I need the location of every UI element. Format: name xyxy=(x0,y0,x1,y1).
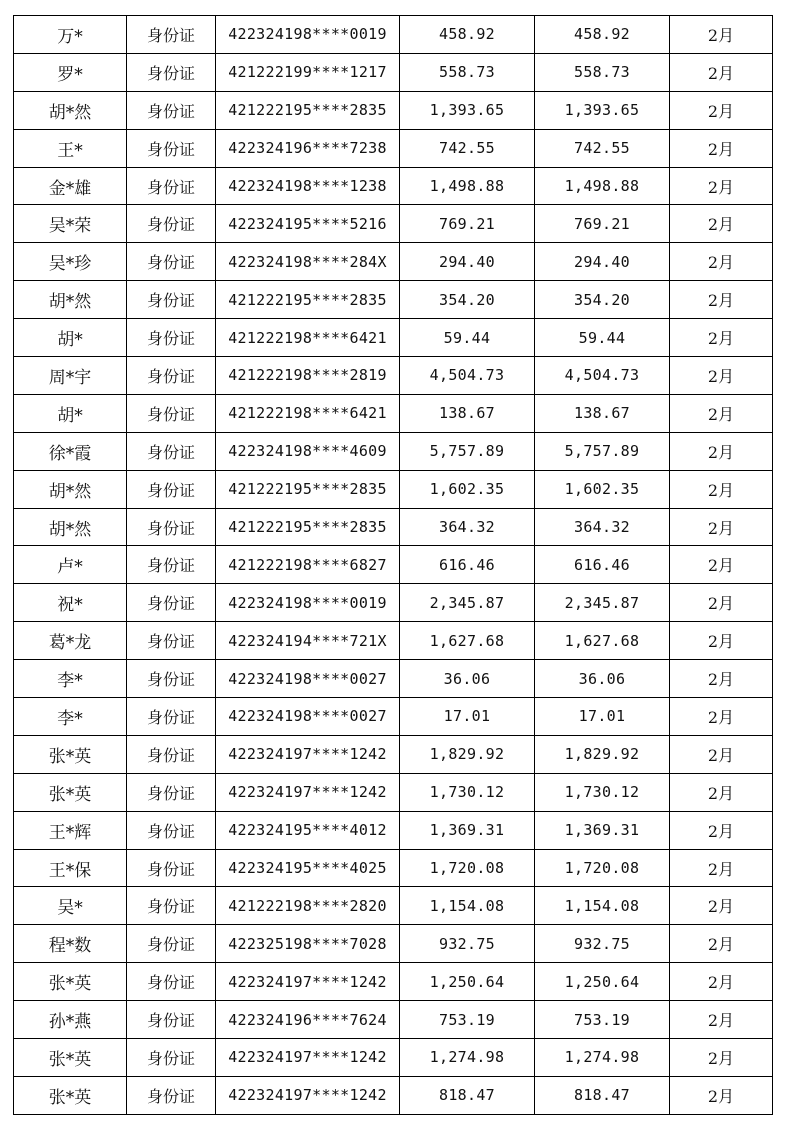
id-type-cell: 身份证 xyxy=(127,584,216,622)
amount-paid-cell: 4,504.73 xyxy=(535,357,670,395)
amount-paid-cell: 1,274.98 xyxy=(535,1039,670,1077)
amount-cell: 294.40 xyxy=(400,243,535,281)
id-type-cell: 身份证 xyxy=(127,735,216,773)
table-row xyxy=(14,319,773,357)
amount-cell: 36.06 xyxy=(400,660,535,698)
name-cell: 张*英 xyxy=(14,773,127,811)
amount-paid-cell: 742.55 xyxy=(535,129,670,167)
month-cell: 2月 xyxy=(670,849,773,887)
table-row xyxy=(14,281,773,319)
id-number-cell: 421222195****2835 xyxy=(216,470,400,508)
amount-cell: 1,154.08 xyxy=(400,887,535,925)
name-cell: 张*英 xyxy=(14,735,127,773)
amount-cell: 1,250.64 xyxy=(400,963,535,1001)
id-number-cell: 422324197****1242 xyxy=(216,735,400,773)
amount-paid-cell: 1,730.12 xyxy=(535,773,670,811)
amount-paid-cell: 138.67 xyxy=(535,394,670,432)
id-type-cell: 身份证 xyxy=(127,470,216,508)
id-type-cell: 身份证 xyxy=(127,281,216,319)
id-type-cell: 身份证 xyxy=(127,53,216,91)
month-cell: 2月 xyxy=(670,432,773,470)
id-number-cell: 422324197****1242 xyxy=(216,1039,400,1077)
amount-paid-cell: 294.40 xyxy=(535,243,670,281)
table-row xyxy=(14,167,773,205)
month-cell: 2月 xyxy=(670,925,773,963)
month-cell: 2月 xyxy=(670,660,773,698)
id-number-cell: 422324198****0019 xyxy=(216,16,400,54)
amount-cell: 1,602.35 xyxy=(400,470,535,508)
id-type-cell: 身份证 xyxy=(127,16,216,54)
name-cell: 徐*霞 xyxy=(14,432,127,470)
month-cell: 2月 xyxy=(670,584,773,622)
amount-cell: 17.01 xyxy=(400,698,535,736)
amount-cell: 4,504.73 xyxy=(400,357,535,395)
table-row xyxy=(14,735,773,773)
table-row xyxy=(14,243,773,281)
id-type-cell: 身份证 xyxy=(127,167,216,205)
month-cell: 2月 xyxy=(670,773,773,811)
month-cell: 2月 xyxy=(670,91,773,129)
id-type-cell: 身份证 xyxy=(127,1076,216,1114)
id-number-cell: 421222195****2835 xyxy=(216,281,400,319)
amount-cell: 753.19 xyxy=(400,1001,535,1039)
amount-paid-cell: 932.75 xyxy=(535,925,670,963)
amount-paid-cell: 558.73 xyxy=(535,53,670,91)
amount-cell: 1,720.08 xyxy=(400,849,535,887)
table-row xyxy=(14,91,773,129)
table-row xyxy=(14,1076,773,1114)
amount-paid-cell: 753.19 xyxy=(535,1001,670,1039)
name-cell: 吴* xyxy=(14,887,127,925)
month-cell: 2月 xyxy=(670,243,773,281)
amount-paid-cell: 1,154.08 xyxy=(535,887,670,925)
amount-cell: 1,829.92 xyxy=(400,735,535,773)
table-row xyxy=(14,432,773,470)
name-cell: 李* xyxy=(14,698,127,736)
amount-paid-cell: 1,627.68 xyxy=(535,622,670,660)
amount-cell: 742.55 xyxy=(400,129,535,167)
amount-paid-cell: 2,345.87 xyxy=(535,584,670,622)
table-row xyxy=(14,1001,773,1039)
month-cell: 2月 xyxy=(670,1001,773,1039)
table-row xyxy=(14,584,773,622)
amount-cell: 5,757.89 xyxy=(400,432,535,470)
table-row xyxy=(14,925,773,963)
amount-paid-cell: 1,250.64 xyxy=(535,963,670,1001)
amount-cell: 818.47 xyxy=(400,1076,535,1114)
amount-cell: 769.21 xyxy=(400,205,535,243)
amount-cell: 616.46 xyxy=(400,546,535,584)
amount-cell: 364.32 xyxy=(400,508,535,546)
amount-cell: 1,730.12 xyxy=(400,773,535,811)
name-cell: 葛*龙 xyxy=(14,622,127,660)
id-number-cell: 422324196****7624 xyxy=(216,1001,400,1039)
month-cell: 2月 xyxy=(670,16,773,54)
id-number-cell: 422324197****1242 xyxy=(216,963,400,1001)
month-cell: 2月 xyxy=(670,698,773,736)
table-row xyxy=(14,508,773,546)
amount-paid-cell: 364.32 xyxy=(535,508,670,546)
table-row xyxy=(14,698,773,736)
id-type-cell: 身份证 xyxy=(127,622,216,660)
id-number-cell: 422324198****4609 xyxy=(216,432,400,470)
name-cell: 王*辉 xyxy=(14,811,127,849)
amount-paid-cell: 5,757.89 xyxy=(535,432,670,470)
id-number-cell: 422324198****0027 xyxy=(216,660,400,698)
id-type-cell: 身份证 xyxy=(127,887,216,925)
id-type-cell: 身份证 xyxy=(127,925,216,963)
id-number-cell: 421222195****2835 xyxy=(216,508,400,546)
name-cell: 张*英 xyxy=(14,963,127,1001)
id-number-cell: 422324195****4025 xyxy=(216,849,400,887)
table-row xyxy=(14,394,773,432)
table-row xyxy=(14,660,773,698)
name-cell: 李* xyxy=(14,660,127,698)
amount-cell: 59.44 xyxy=(400,319,535,357)
month-cell: 2月 xyxy=(670,546,773,584)
name-cell: 吴*珍 xyxy=(14,243,127,281)
amount-paid-cell: 818.47 xyxy=(535,1076,670,1114)
table-row xyxy=(14,129,773,167)
table-row xyxy=(14,773,773,811)
name-cell: 罗* xyxy=(14,53,127,91)
id-number-cell: 422324195****4012 xyxy=(216,811,400,849)
month-cell: 2月 xyxy=(670,470,773,508)
id-number-cell: 421222198****2820 xyxy=(216,887,400,925)
id-type-cell: 身份证 xyxy=(127,698,216,736)
id-number-cell: 422324195****5216 xyxy=(216,205,400,243)
month-cell: 2月 xyxy=(670,53,773,91)
amount-cell: 1,393.65 xyxy=(400,91,535,129)
month-cell: 2月 xyxy=(670,963,773,1001)
name-cell: 孙*燕 xyxy=(14,1001,127,1039)
id-type-cell: 身份证 xyxy=(127,91,216,129)
id-number-cell: 421222199****1217 xyxy=(216,53,400,91)
amount-paid-cell: 1,829.92 xyxy=(535,735,670,773)
amount-paid-cell: 616.46 xyxy=(535,546,670,584)
month-cell: 2月 xyxy=(670,357,773,395)
amount-cell: 932.75 xyxy=(400,925,535,963)
amount-paid-cell: 17.01 xyxy=(535,698,670,736)
amount-paid-cell: 1,602.35 xyxy=(535,470,670,508)
month-cell: 2月 xyxy=(670,281,773,319)
id-type-cell: 身份证 xyxy=(127,319,216,357)
table-row xyxy=(14,546,773,584)
table-row xyxy=(14,357,773,395)
amount-cell: 138.67 xyxy=(400,394,535,432)
id-number-cell: 422324198****284X xyxy=(216,243,400,281)
name-cell: 胡*然 xyxy=(14,281,127,319)
id-number-cell: 422324198****0027 xyxy=(216,698,400,736)
data-table xyxy=(13,15,773,1115)
name-cell: 胡* xyxy=(14,394,127,432)
id-type-cell: 身份证 xyxy=(127,129,216,167)
month-cell: 2月 xyxy=(670,811,773,849)
table-row xyxy=(14,887,773,925)
amount-paid-cell: 354.20 xyxy=(535,281,670,319)
amount-cell: 1,369.31 xyxy=(400,811,535,849)
id-number-cell: 421222198****6421 xyxy=(216,394,400,432)
id-number-cell: 421222198****6421 xyxy=(216,319,400,357)
id-number-cell: 421222195****2835 xyxy=(216,91,400,129)
id-type-cell: 身份证 xyxy=(127,432,216,470)
table-row xyxy=(14,205,773,243)
id-number-cell: 422324196****7238 xyxy=(216,129,400,167)
amount-cell: 1,274.98 xyxy=(400,1039,535,1077)
table-row xyxy=(14,963,773,1001)
amount-paid-cell: 458.92 xyxy=(535,16,670,54)
amount-cell: 558.73 xyxy=(400,53,535,91)
month-cell: 2月 xyxy=(670,622,773,660)
id-type-cell: 身份证 xyxy=(127,660,216,698)
name-cell: 胡* xyxy=(14,319,127,357)
name-cell: 吴*荣 xyxy=(14,205,127,243)
amount-paid-cell: 1,720.08 xyxy=(535,849,670,887)
name-cell: 祝* xyxy=(14,584,127,622)
month-cell: 2月 xyxy=(670,1076,773,1114)
amount-paid-cell: 1,498.88 xyxy=(535,167,670,205)
month-cell: 2月 xyxy=(670,319,773,357)
id-type-cell: 身份证 xyxy=(127,773,216,811)
month-cell: 2月 xyxy=(670,508,773,546)
amount-paid-cell: 59.44 xyxy=(535,319,670,357)
amount-cell: 2,345.87 xyxy=(400,584,535,622)
id-type-cell: 身份证 xyxy=(127,849,216,887)
id-number-cell: 422325198****7028 xyxy=(216,925,400,963)
amount-cell: 1,498.88 xyxy=(400,167,535,205)
month-cell: 2月 xyxy=(670,167,773,205)
month-cell: 2月 xyxy=(670,129,773,167)
name-cell: 金*雄 xyxy=(14,167,127,205)
table-body xyxy=(14,16,773,1115)
id-number-cell: 422324198****0019 xyxy=(216,584,400,622)
id-number-cell: 422324198****1238 xyxy=(216,167,400,205)
id-number-cell: 422324194****721X xyxy=(216,622,400,660)
id-type-cell: 身份证 xyxy=(127,963,216,1001)
id-number-cell: 422324197****1242 xyxy=(216,1076,400,1114)
month-cell: 2月 xyxy=(670,394,773,432)
id-type-cell: 身份证 xyxy=(127,1039,216,1077)
amount-cell: 458.92 xyxy=(400,16,535,54)
id-type-cell: 身份证 xyxy=(127,205,216,243)
month-cell: 2月 xyxy=(670,205,773,243)
amount-paid-cell: 1,369.31 xyxy=(535,811,670,849)
amount-paid-cell: 769.21 xyxy=(535,205,670,243)
id-type-cell: 身份证 xyxy=(127,357,216,395)
name-cell: 王* xyxy=(14,129,127,167)
amount-cell: 354.20 xyxy=(400,281,535,319)
name-cell: 万* xyxy=(14,16,127,54)
table-row xyxy=(14,53,773,91)
name-cell: 周*宇 xyxy=(14,357,127,395)
amount-paid-cell: 1,393.65 xyxy=(535,91,670,129)
name-cell: 程*数 xyxy=(14,925,127,963)
month-cell: 2月 xyxy=(670,735,773,773)
table-row xyxy=(14,16,773,54)
month-cell: 2月 xyxy=(670,1039,773,1077)
name-cell: 王*保 xyxy=(14,849,127,887)
name-cell: 卢* xyxy=(14,546,127,584)
name-cell: 胡*然 xyxy=(14,508,127,546)
table-row xyxy=(14,470,773,508)
id-type-cell: 身份证 xyxy=(127,1001,216,1039)
amount-cell: 1,627.68 xyxy=(400,622,535,660)
id-type-cell: 身份证 xyxy=(127,508,216,546)
id-number-cell: 421222198****6827 xyxy=(216,546,400,584)
amount-paid-cell: 36.06 xyxy=(535,660,670,698)
id-number-cell: 422324197****1242 xyxy=(216,773,400,811)
table-row xyxy=(14,811,773,849)
id-type-cell: 身份证 xyxy=(127,811,216,849)
id-number-cell: 421222198****2819 xyxy=(216,357,400,395)
id-type-cell: 身份证 xyxy=(127,394,216,432)
table-row xyxy=(14,849,773,887)
month-cell: 2月 xyxy=(670,887,773,925)
name-cell: 胡*然 xyxy=(14,91,127,129)
name-cell: 张*英 xyxy=(14,1039,127,1077)
table-row xyxy=(14,1039,773,1077)
name-cell: 张*英 xyxy=(14,1076,127,1114)
table-row xyxy=(14,622,773,660)
id-type-cell: 身份证 xyxy=(127,243,216,281)
name-cell: 胡*然 xyxy=(14,470,127,508)
id-type-cell: 身份证 xyxy=(127,546,216,584)
